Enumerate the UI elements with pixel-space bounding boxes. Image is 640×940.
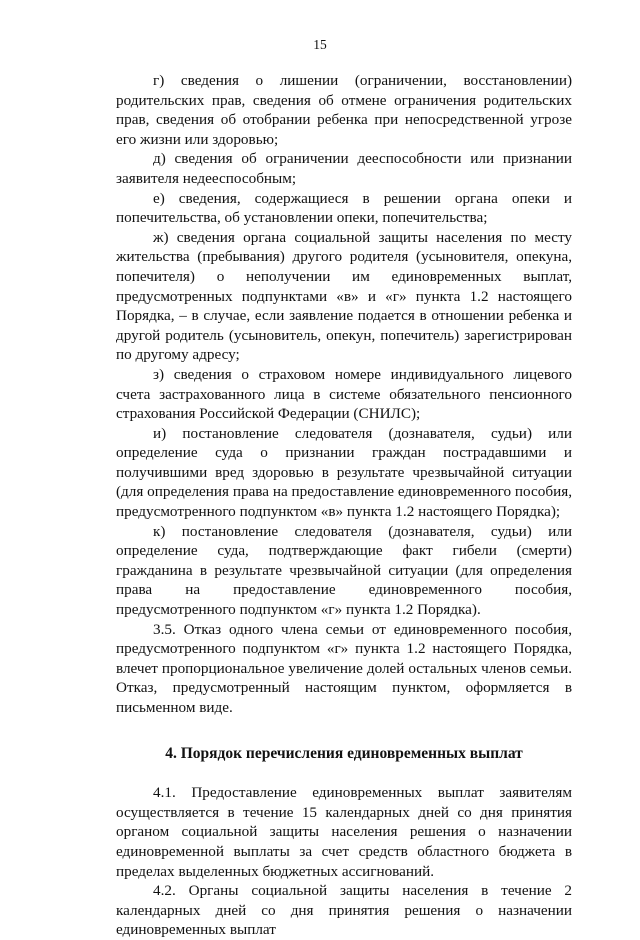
paragraph-z: з) сведения о страховом номере индивидуального лицевого счета застрахованного лица в системе обязательного пенсионного страхования Российской Федерации (СНИЛС);	[116, 365, 572, 423]
paragraph-g: г) сведения о лишении (ограничении, восстановлении) родительских прав, сведения об отмене ограничения родительских прав, сведения об отобрании ребенка при непосредственной угрозе его жизни или здоровью;	[116, 72, 572, 148]
paragraph-e: е) сведения, содержащиеся в решении органа опеки и попечительства, об установлении опеки, попечительства;	[116, 189, 572, 227]
paragraph-i: и) постановление следователя (дознавателя, судьи) или определение суда о признании граждан пострадавшими и получившими вред здоровью в результате чрезвычайной ситуации (для определения права на предоставление единовременного пособия, предусмотренного подпунктом «в» пункта 1.2 настоящего Порядка);	[116, 424, 572, 521]
section-heading: 4. Порядок перечисления единовременных выплат	[165, 744, 523, 762]
page-number: 15	[313, 37, 327, 52]
paragraph-4-1: 4.1. Предоставление единовременных выплат заявителям осуществляется в течение 15 календарных дней со дня принятия органом социальной защиты населения решения о назначении единовременной выплаты за счет средств областного бюджета в пределах выделенных бюджетных ассигнований.	[116, 784, 572, 880]
paragraph-3-5: 3.5. Отказ одного члена семьи от единовременного пособия, предусмотренного подпунктом «г» пункта 1.2 настоящего Порядка, влечет пропорциональное увеличение долей остальных членов семьи. Отказ, предусмотренный настоящим пунктом, оформляется в письменном виде.	[116, 620, 572, 716]
paragraph-4-2: 4.2. Органы социальной защиты населения в течение 2 календарных дней со дня принятия решения о назначении единовременных выплат	[116, 882, 572, 939]
paragraph-zh: ж) сведения органа социальной защиты населения по месту жительства (пребывания) другого родителя (усыновителя, опекуна, попечителя) о неполучении им единовременных выплат, предусмотренных подпунктами «в» и «г» пункта 1.2 настоящего Порядка, – в случае, если заявление подается в отношении ребенка и другой родитель (усыновитель, опекун, попечитель) зарегистрирован по другому адресу;	[116, 228, 572, 364]
paragraph-d: д) сведения об ограничении дееспособности или признании заявителя недееспособным;	[116, 150, 572, 187]
paragraph-k: к) постановление следователя (дознавателя, судьи) или определение суда, подтверждающие факт гибели (смерти) гражданина в результате чрезвычайной ситуации (для определения права на предоставление единовременного пособия, предусмотренного подпунктом «г» пункта 1.2 Порядка).	[116, 522, 572, 619]
document-body	[116, 71, 572, 940]
